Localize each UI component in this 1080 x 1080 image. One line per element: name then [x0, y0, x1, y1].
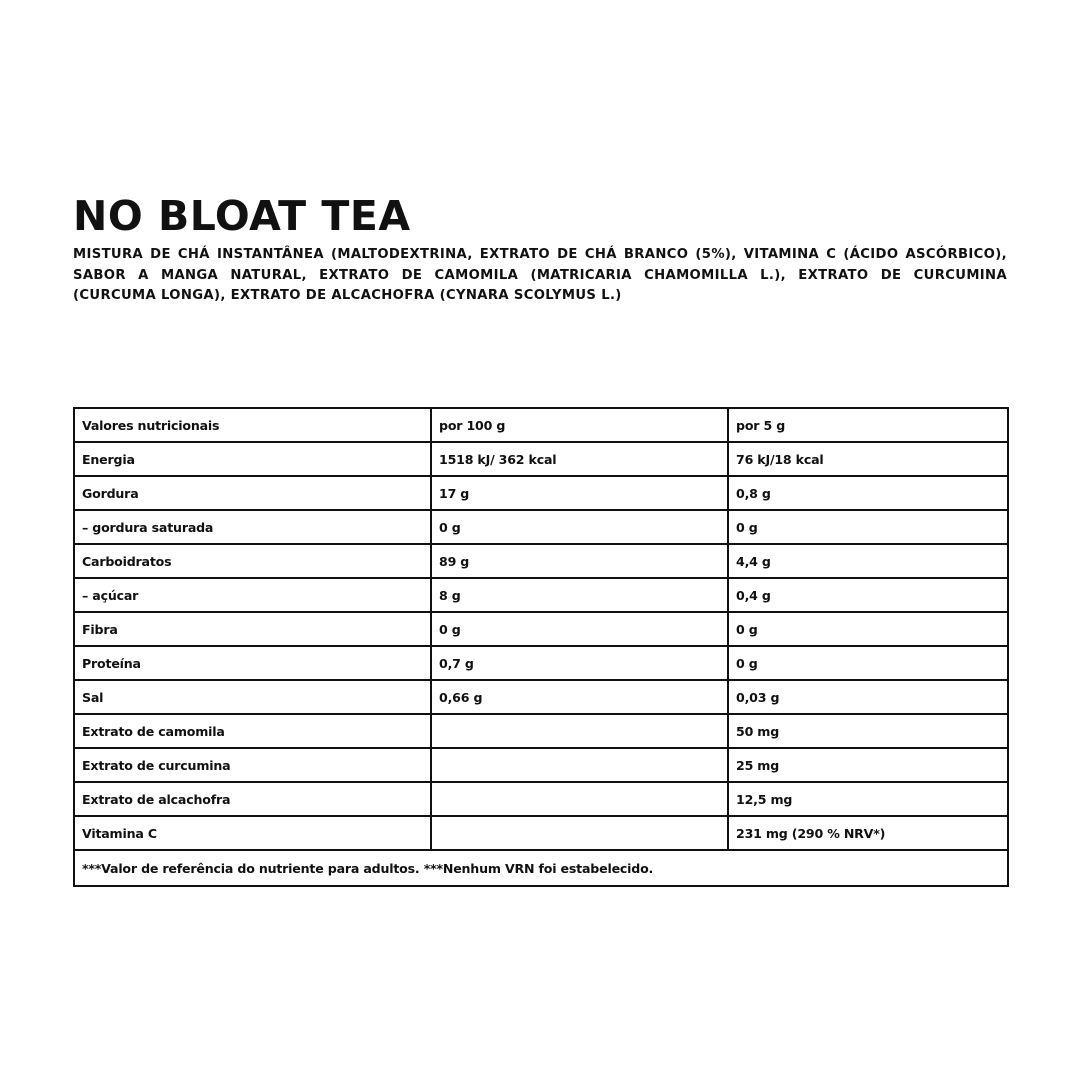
nutrition-table [73, 407, 1009, 887]
value-per-5g: 4,4 g [728, 544, 1008, 578]
value-per-100g [431, 748, 728, 782]
value-per-5g: 231 mg (290 % NRV*) [728, 816, 1008, 850]
value-per-100g: 0 g [431, 510, 728, 544]
nutrient-name: – açúcar [74, 578, 431, 612]
nutrient-name: Carboidratos [74, 544, 431, 578]
value-per-5g: 0 g [728, 646, 1008, 680]
table-footnote-row [74, 850, 1008, 886]
value-per-5g: 0 g [728, 510, 1008, 544]
value-per-5g: 0 g [728, 612, 1008, 646]
value-per-100g: 0,7 g [431, 646, 728, 680]
table-row [74, 544, 1008, 578]
table-row [74, 714, 1008, 748]
header-cell-nutrient: Valores nutricionais [74, 408, 431, 442]
footnote: ***Valor de referência do nutriente para adultos. ***Nenhum VRN foi estabelecido. [74, 850, 1008, 886]
nutrient-name: Sal [74, 680, 431, 714]
nutrient-name: Gordura [74, 476, 431, 510]
table-row [74, 646, 1008, 680]
nutrient-name: Vitamina C [74, 816, 431, 850]
table-header-row [74, 408, 1008, 442]
value-per-5g: 0,8 g [728, 476, 1008, 510]
table-row [74, 612, 1008, 646]
value-per-5g: 12,5 mg [728, 782, 1008, 816]
nutrient-name: Extrato de curcumina [74, 748, 431, 782]
value-per-5g: 0,03 g [728, 680, 1008, 714]
header-cell-per-100g: por 100 g [431, 408, 728, 442]
value-per-100g: 0 g [431, 612, 728, 646]
table-row [74, 680, 1008, 714]
value-per-5g: 76 kJ/18 kcal [728, 442, 1008, 476]
value-per-5g: 25 mg [728, 748, 1008, 782]
table-row [74, 748, 1008, 782]
table-row [74, 442, 1008, 476]
nutrient-name: Fibra [74, 612, 431, 646]
table-row [74, 782, 1008, 816]
value-per-100g: 89 g [431, 544, 728, 578]
table-row [74, 510, 1008, 544]
value-per-100g: 17 g [431, 476, 728, 510]
nutrient-name: Extrato de alcachofra [74, 782, 431, 816]
nutrient-name: Energia [74, 442, 431, 476]
nutrient-name: – gordura saturada [74, 510, 431, 544]
table-row [74, 578, 1008, 612]
value-per-100g [431, 714, 728, 748]
ingredients-list: MISTURA DE CHÁ INSTANTÂNEA (MALTODEXTRINA, EXTRATO DE CHÁ BRANCO (5%), VITAMINA C (ÁCIDO ASCÓRBICO), SABOR A MANGA NATURAL, EXTRATO DE CAMOMILA (MATRICARIA CHAMOMILLA L.), EXTRATO DE CURCUMINA (CURCUMA LONGA), EXTRATO DE ALCACHOFRA (CYNARA SCOLYMUS L.) [73, 247, 1007, 303]
header-cell-per-5g: por 5 g [728, 408, 1008, 442]
value-per-100g [431, 816, 728, 850]
product-title: NO BLOAT TEA [73, 192, 411, 240]
value-per-5g: 50 mg [728, 714, 1008, 748]
value-per-100g: 8 g [431, 578, 728, 612]
table-row [74, 816, 1008, 850]
value-per-100g: 1518 kJ/ 362 kcal [431, 442, 728, 476]
value-per-100g [431, 782, 728, 816]
value-per-100g: 0,66 g [431, 680, 728, 714]
value-per-5g: 0,4 g [728, 578, 1008, 612]
nutrient-name: Extrato de camomila [74, 714, 431, 748]
table-row [74, 476, 1008, 510]
nutrient-name: Proteína [74, 646, 431, 680]
